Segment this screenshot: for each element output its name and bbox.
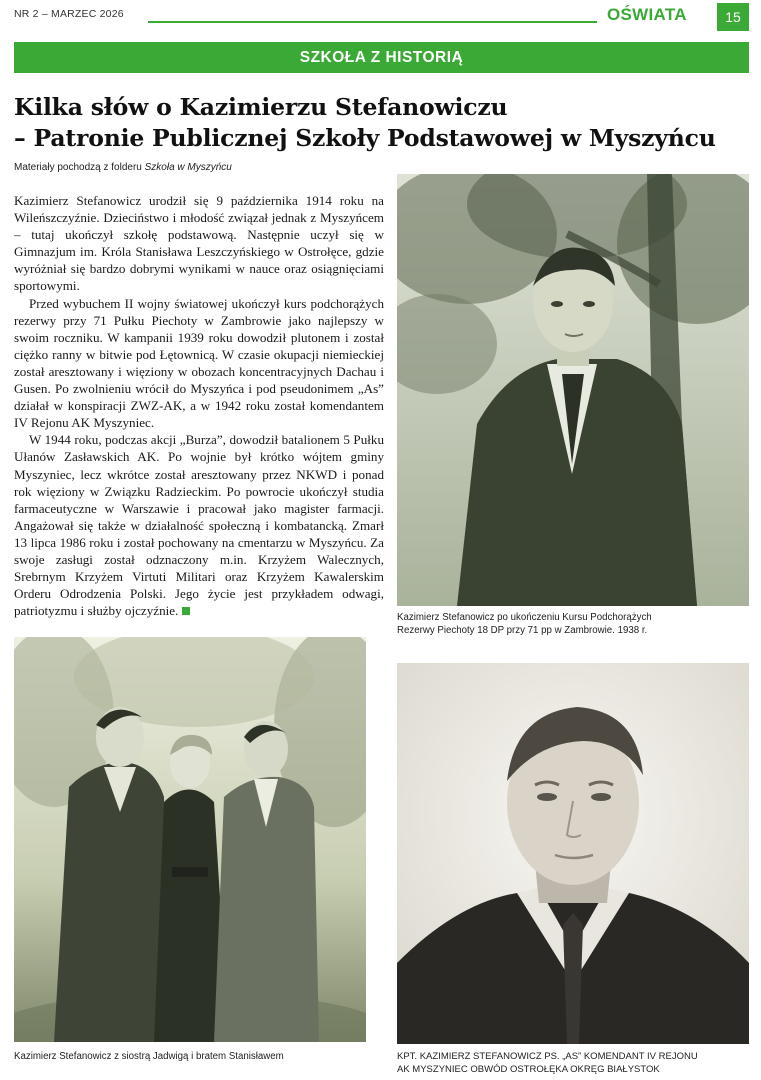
siblings-illustration xyxy=(14,637,366,1042)
header-rule xyxy=(148,21,597,23)
caption-official-portrait xyxy=(397,1051,749,1076)
section-banner: SZKOŁA Z HISTORIĄ xyxy=(14,42,749,73)
article-title-line2: – Patronie Publicznej Szkoły Podstawowej w Myszyńcu xyxy=(14,124,716,152)
end-of-article-icon xyxy=(182,607,190,615)
caption-siblings: Kazimierz Stefanowicz z siostrą Jadwigą i bratem Stanisławem xyxy=(14,1051,284,1062)
article-title-line1: Kilka słów o Kazimierzu Stefanowiczu xyxy=(14,93,508,121)
paragraph-1: Kazimierz Stefanowicz urodził się 9 października 1914 roku na Wileńszczyźnie. Dzieciństwo i młodość związał jednak z Myszyńcem – tutaj ukończył szkołę podstawową. Następnie uczył się w Gimnazjum im. Króla Stanisława Leszczyńskiego w Ostrołęce, gdzie wyróżniał się bardzo dobrymi wynikami w nauce oraz osiągnięciami sportowymi. xyxy=(14,193,384,294)
paragraph-2: Przed wybuchem II wojny światowej ukończył kurs podchorążych rezerwy przy 71 Pułku Piechoty w Zambrowie jako najlepszy w swoim roczniku. W kampanii 1939 roku dowodził plutonem i został ciężko ranny w bitwie pod Łętownicą. W czasie okupacji niemieckiej został aresztowany i więziony w obozach koncentracyjnych Dachau i Gusen. Po zwolnieniu wrócił do Myszyńca i pod pseudonimem „As” działał w konspiracji ZWZ-AK, a w 1942 roku został komendantem IV Rejonu AK Myszyniec. xyxy=(14,295,384,431)
source-folder-name: Szkoła w Myszyńcu xyxy=(144,162,232,173)
official-portrait-illustration xyxy=(397,663,749,1044)
paragraph-3 xyxy=(14,431,384,619)
caption-official-portrait-line2: AK MYSZYNIEC OBWÓD OSTROŁĘKA OKRĘG BIAŁYSTOK xyxy=(397,1063,660,1075)
caption-portrait-1938 xyxy=(397,612,749,637)
section-title: OŚWIATA xyxy=(607,5,687,24)
photo-portrait-1938 xyxy=(397,174,749,606)
issue-label: NR 2 – MARZEC 2026 xyxy=(14,8,124,20)
source-prefix: Materiały pochodzą z folderu xyxy=(14,162,145,173)
caption-portrait-1938-line1: Kazimierz Stefanowicz po ukończeniu Kursu Podchorążych xyxy=(397,612,652,623)
caption-official-portrait-line1: KPT. KAZIMIERZ STEFANOWICZ PS. „AS” KOMENDANT IV REJONU xyxy=(397,1051,698,1062)
caption-portrait-1938-line2: Rezerwy Piechoty 18 DP przy 71 pp w Zambrowie. 1938 r. xyxy=(397,624,648,636)
page-number: 15 xyxy=(717,3,749,31)
article-title xyxy=(14,92,749,154)
portrait-1938-illustration xyxy=(397,174,749,606)
article-source xyxy=(14,162,232,173)
article-body xyxy=(14,192,384,619)
photo-official-portrait xyxy=(397,663,749,1044)
photo-siblings xyxy=(14,637,366,1042)
paragraph-3-text: W 1944 roku, podczas akcji „Burza”, dowodził batalionem 5 Pułku Ułanów Zasławskich AK. Po wojnie był krótko wójtem gminy Myszyniec, lecz wkrótce został aresztowany przez NKWD i ponad rok więziony w Związku Radzieckim. Po powrocie ukończył studia farmaceutyczne w Warszawie i pracował jako magister farmacji. Angażował się także w działalność społeczną i kombatancką. Zmarł 13 lipca 1986 roku i został pochowany na cmentarzu w Myszyńcu. Za swoje zasługi został odznaczony m.in. Krzyżem Walecznych, Srebrnym Krzyżem Virtuti Militari oraz Krzyżem Kawalerskim Orderu Odrodzenia Polski. Jego życie jest przykładem odwagi, patriotyzmu i służby ojczyźnie. xyxy=(14,432,384,619)
